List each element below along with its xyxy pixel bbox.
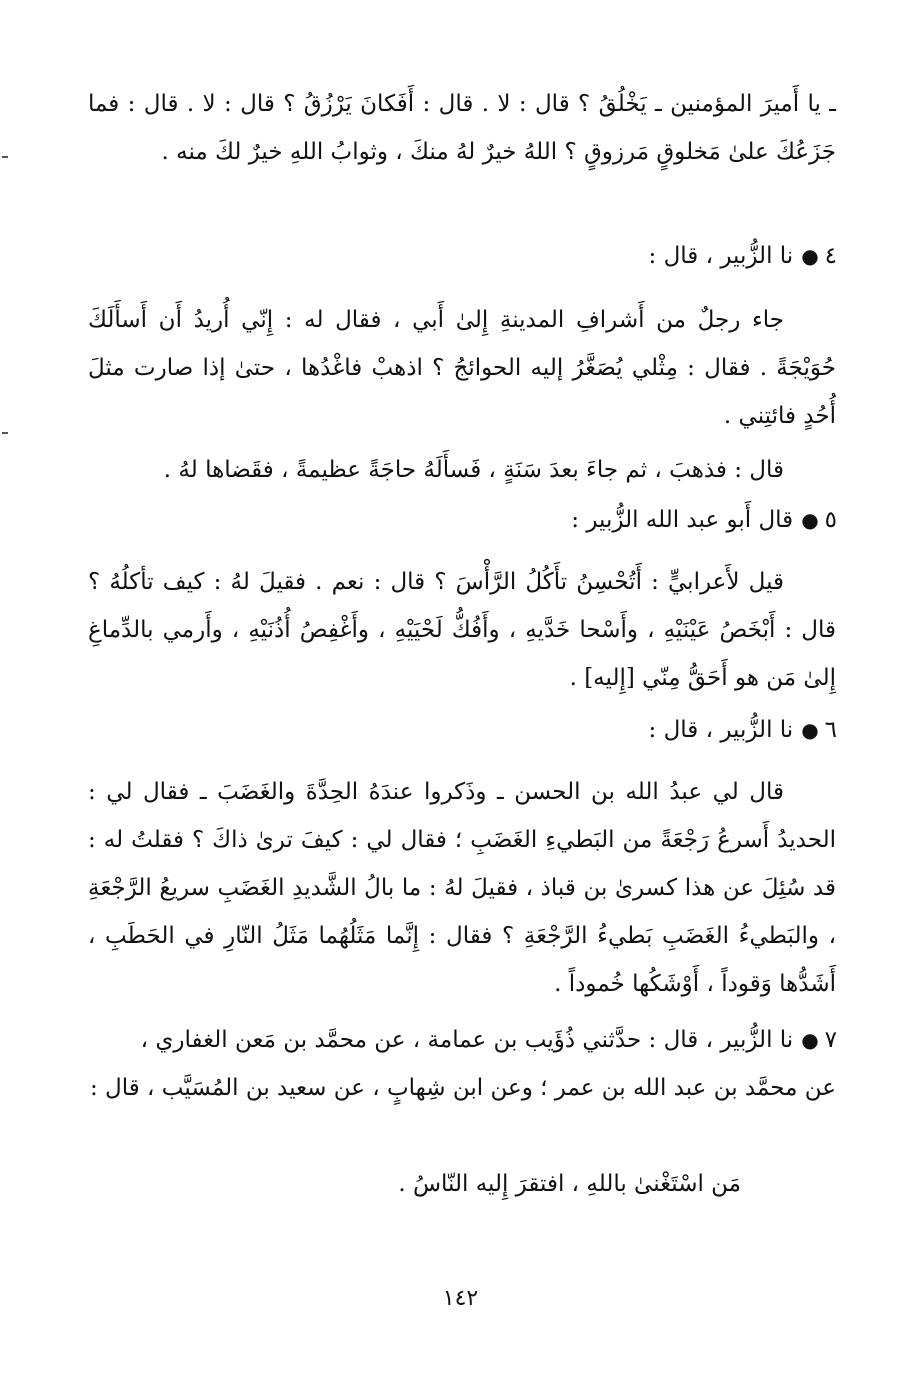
page-number: ١٤٢ [442,1286,479,1311]
bullet-icon: ● [801,718,819,742]
entry-heading-text: نا الزُّبير ، قال : حدَّثني ذُؤَيب بن عمامة ، عن محمَّد بن مَعن الغفاري ، [140,1027,794,1053]
margin-mark [2,156,8,158]
entry-heading-text: قال أَبو عبد الله الزُّبير : [571,507,794,533]
paragraph-continuation: ـ يا أَميرَ المؤمنين ـ يَخْلُقُ ؟ قال : لا . قال : أَفَكانَ يَرْزُقُ ؟ قال : لا . قال : فما جَزَعُكَ علىٰ مَخلوقٍ مَرزوقٍ ؟ اللهُ خيرٌ لهُ منكَ ، وثوابُ اللهِ خيرٌ لكَ منه . [88,91,836,165]
bullet-icon: ● [801,508,819,532]
entry-7-paragraph: عن محمَّد بن عبد الله بن عمر ؛ وعن ابن شِهابٍ ، عن سعيد بن المُسَيَّب ، قال : [89,1075,836,1101]
entry-5-paragraph: قيل لأَعرابيٍّ : أَتُحْسِنُ تأَكُلُ الرَّأْسَ ؟ قال : نعم . فقيلَ لهُ : كيف تأكلُهُ ؟ قال : أَبْخَصُ عَيْنَيْهِ ، وأَسْحا خَدَّيهِ ، وأَفُكُّ لَحْيَيْهِ ، وأَغْفِصُ أُذُنَيْهِ ، وأَرمي بالدِّماغِ إِلىٰ مَن هو أَحَقُّ مِنّي [إِليه] . [88,569,836,691]
entry-number: ٤ [824,243,837,269]
entry-heading-6 [649,706,837,754]
entry-heading-5 [571,496,837,544]
entry-heading-4 [649,232,837,280]
entry-heading-text: نا الزُّبير ، قال : [648,243,794,269]
entry-heading-7 [85,1016,837,1064]
entry-6-paragraph: قال لي عبدُ الله بن الحسن ـ وذَكروا عندَهُ الحِدَّةَ والغَضَبَ ـ فقال لي : الحديدُ أَسرعُ رَجْعَةً من البَطيءِ الغَضَبِ ؛ فقال لي : كيفَ ترىٰ ذاكَ ؟ فقلتُ له : قد سُئِلَ عن هذا كسرىٰ بن قباذ ، فقيلَ لهُ : ما بالُ الشَّديدِ الغَضَبِ سريعُ الرَّجْعَةِ ، والبَطيءُ الغَضَبِ بَطيءُ الرَّجْعَةِ ؟ فقال : إِنَّما مَثَلُهُما مَثَلُ النّارِ في الحَطَبِ ، أَشَدُّها وَقوداً ، أَوْشَكُها خُموداً . [88,779,836,997]
quoted-saying: مَن اسْتَغْنىٰ باللهِ ، افتقرَ إِليه النّاسُ . [398,1171,741,1197]
margin-mark [2,432,8,434]
entry-heading-text: نا الزُّبير ، قال : [648,717,794,743]
bullet-icon: ● [801,1028,819,1052]
entry-number: ٦ [824,717,837,743]
bullet-icon: ● [801,244,819,268]
entry-number: ٧ [824,1027,837,1053]
entry-4-conclusion: قال : فذهبَ ، ثم جاءَ بعدَ سَنَةٍ ، فَسأَلَهُ حاجَةً عظيمةً ، فقَضاها لهُ . [163,457,784,483]
entry-number: ٥ [824,507,837,533]
entry-4-paragraph: جاء رجلٌ من أَشرافِ المدينةِ إِلىٰ أَبي ، فقال له : إِنّي أُريدُ أَن أَسأَلَكَ حُوَيْجَةً . فقال : مِثْلي يُصَغَّرُ إليه الحوائجُ ؟ اذهبْ فاغْدُها ، حتىٰ إذا صارت مثلَ أُحُدٍ فائتِني . [88,307,836,429]
